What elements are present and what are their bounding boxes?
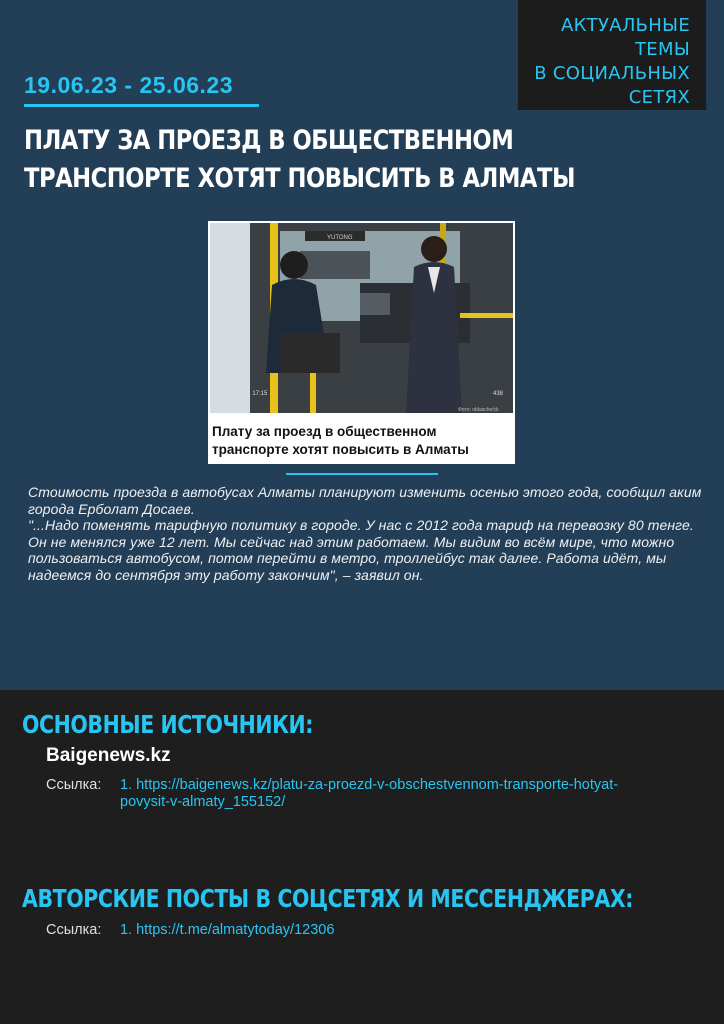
source-link[interactable] xyxy=(120,777,720,811)
topic-badge xyxy=(518,0,706,110)
bus-photo xyxy=(210,223,513,413)
topic-badge-line-3: СЕТЯХ xyxy=(628,87,690,108)
section-divider xyxy=(286,473,438,475)
overlay-views: 438 xyxy=(493,391,504,397)
source-link-line-2[interactable]: povysit-v-almaty_155152/ xyxy=(120,794,286,810)
article-body xyxy=(28,484,708,583)
topic-badge-line-2: В СОЦИАЛЬНЫХ xyxy=(534,63,690,84)
image-caption: Плату за проезд в общественном транспорте хотят повысить в Алматы xyxy=(212,424,469,457)
sources-heading: ОСНОВНЫЕ ИСТОЧНИКИ: xyxy=(22,710,314,739)
author-link-label: Ссылка: xyxy=(46,922,102,938)
author-post-link[interactable]: 1. https://t.me/almatytoday/12306 xyxy=(120,922,335,938)
source-link-label: Ссылка: xyxy=(46,777,102,793)
article-paragraph-2: "...Надо поменять тарифную политику в городе. У нас с 2012 года тариф на перевозку 80 тенге. Он не менялся уже 12 лет. Мы сейчас над этим работаем. Мы видим во всём мире, что можно пользоваться автобусом, потом перейти в метро, троллейбус так далее. Работа идёт, мы надеемся до сентября эту работу закончим", – заявил он. xyxy=(28,517,694,583)
bus-brand-label: YUTONG xyxy=(327,235,353,241)
topic-badge-line-1: АКТУАЛЬНЫЕ ТЕМЫ xyxy=(560,15,690,60)
photo-credit: Фото: oblasche/ck xyxy=(458,407,499,413)
date-range: 19.06.23 - 25.06.23 xyxy=(24,72,233,98)
author-posts-heading: АВТОРСКИЕ ПОСТЫ В СОЦСЕТЯХ И МЕССЕНДЖЕРАХ: xyxy=(22,884,634,913)
source-name: Baigenews.kz xyxy=(46,745,171,766)
bottom-panel xyxy=(0,690,724,1024)
date-underline xyxy=(24,104,259,107)
article-image-card[interactable] xyxy=(208,221,515,464)
page-title: ПЛАТУ ЗА ПРОЕЗД В ОБЩЕСТВЕННОМ ТРАНСПОРТЕ ХОТЯТ ПОВЫСИТЬ В АЛМАТЫ xyxy=(24,125,575,194)
article-paragraph-1: Стоимость проезда в автобусах Алматы планируют изменить осенью этого года, сообщил аким города Ерболат Досаев. xyxy=(28,484,702,517)
overlay-time: Сегодня, 17:15 xyxy=(226,391,268,397)
source-link-line-1[interactable]: 1. https://baigenews.kz/platu-za-proezd-v-obschestvennom-transporte-hotyat- xyxy=(120,777,619,793)
